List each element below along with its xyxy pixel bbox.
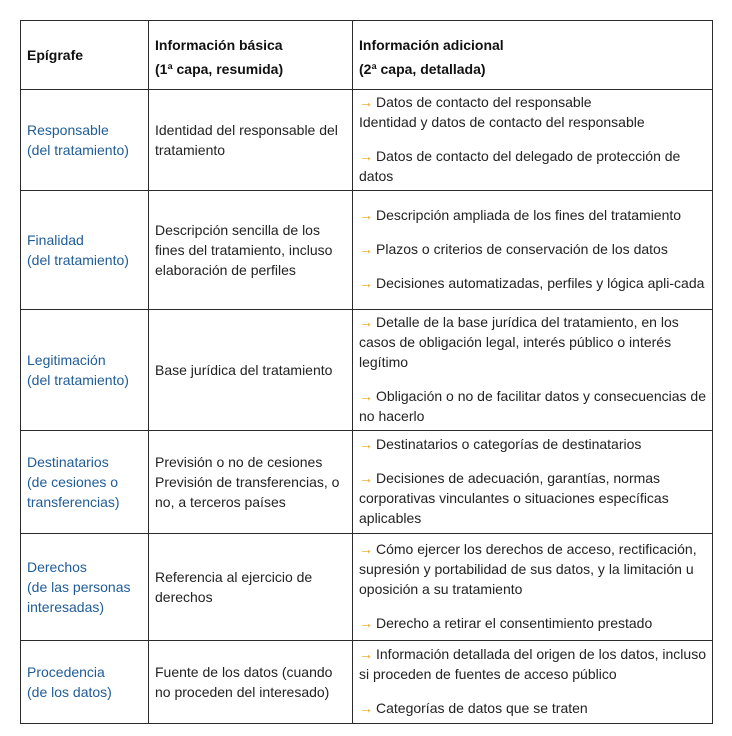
list-item <box>359 698 706 718</box>
list-item <box>359 386 706 426</box>
list-item <box>359 273 706 293</box>
table-row <box>21 431 713 534</box>
header-additional-info <box>353 21 713 90</box>
epigraph-title: Legitimación <box>27 352 106 368</box>
item-text: Derecho a retirar el consentimiento prestado <box>376 615 653 631</box>
epigraph-title: Finalidad <box>27 232 84 248</box>
arrow-icon: → <box>359 314 373 330</box>
arrow-icon: → <box>359 541 373 557</box>
additional-info-cell <box>353 641 713 724</box>
header-epigraph-label: Epígrafe <box>27 47 84 63</box>
item-text: Decisiones de adecuación, garantías, normas corporativas vinculantes o situaciones específicas aplicables <box>359 470 669 526</box>
header-epigraph <box>21 21 149 90</box>
arrow-icon: → <box>359 470 373 486</box>
arrow-icon: → <box>359 241 373 257</box>
arrow-icon: → <box>359 148 373 164</box>
list-item <box>359 644 706 684</box>
basic-info-cell <box>149 534 353 641</box>
item-text: Obligación o no de facilitar datos y consecuencias de no hacerlo <box>359 388 706 424</box>
arrow-icon: → <box>359 436 373 452</box>
list-item <box>359 539 706 599</box>
basic-info-text: Descripción sencilla de los fines del tratamiento, incluso elaboración de perfiles <box>155 222 333 278</box>
epigraph-subtitle: (del tratamiento) <box>27 372 129 388</box>
table-row <box>21 191 713 310</box>
additional-info-cell <box>353 431 713 534</box>
additional-info-cell <box>353 90 713 191</box>
arrow-icon: → <box>359 615 373 631</box>
epigraph-subtitle: (del tratamiento) <box>27 142 129 158</box>
item-text: Información detallada del origen de los datos, incluso si proceden de fuentes de acceso público <box>359 646 706 682</box>
basic-info-text: Base jurídica del tratamiento <box>155 362 333 378</box>
item-text: Categorías de datos que se traten <box>376 700 588 716</box>
table-row <box>21 90 713 191</box>
basic-info-cell <box>149 641 353 724</box>
list-item <box>359 468 706 528</box>
epigraph-cell <box>21 641 149 724</box>
information-layers-table <box>20 20 713 724</box>
arrow-icon: → <box>359 700 373 716</box>
header-basic-info <box>149 21 353 90</box>
additional-info-cell <box>353 534 713 641</box>
item-text: Descripción ampliada de los fines del tratamiento <box>376 207 682 223</box>
list-item <box>359 146 706 186</box>
arrow-icon: → <box>359 275 373 291</box>
additional-info-cell <box>353 191 713 310</box>
item-text-secondary: Identidad y datos de contacto del responsable <box>359 114 645 130</box>
item-text: Detalle de la base jurídica del tratamiento, en los casos de obligación legal, interés público o interés legítimo <box>359 314 679 370</box>
basic-info-cell <box>149 310 353 431</box>
list-item <box>359 239 706 259</box>
epigraph-title: Derechos <box>27 559 87 575</box>
basic-info-text: Referencia al ejercicio de derechos <box>155 569 313 605</box>
table-row <box>21 534 713 641</box>
arrow-icon: → <box>359 388 373 404</box>
arrow-icon: → <box>359 646 373 662</box>
epigraph-title: Procedencia <box>27 664 105 680</box>
basic-info-text: Identidad del responsable del tratamiento <box>155 122 338 158</box>
list-item <box>359 613 706 633</box>
item-text: Plazos o criterios de conservación de los datos <box>376 241 668 257</box>
list-item <box>359 312 706 372</box>
item-text: Cómo ejercer los derechos de acceso, rectificación, supresión y portabilidad de sus datos, y la limitación u oposición a su tratamiento <box>359 541 697 597</box>
header-basic-subtitle: (1ª capa, resumida) <box>155 61 284 77</box>
epigraph-cell <box>21 90 149 191</box>
epigraph-cell <box>21 191 149 310</box>
basic-info-cell <box>149 191 353 310</box>
basic-info-text-secondary: Previsión de transferencias, o no, a terceros países <box>155 474 340 510</box>
epigraph-title: Responsable <box>27 122 109 138</box>
table-row <box>21 641 713 724</box>
item-text: Datos de contacto del delegado de protección de datos <box>359 148 681 184</box>
header-additional-subtitle: (2ª capa, detallada) <box>359 61 486 77</box>
table-header-row <box>21 21 713 90</box>
header-basic-title: Información básica <box>155 37 283 53</box>
item-text: Decisiones automatizadas, perfiles y lógica apli-cada <box>376 275 705 291</box>
epigraph-cell <box>21 534 149 641</box>
list-item <box>359 92 706 132</box>
additional-info-cell <box>353 310 713 431</box>
epigraph-cell <box>21 431 149 534</box>
item-text: Destinatarios o categorías de destinatarios <box>376 436 642 452</box>
basic-info-cell <box>149 431 353 534</box>
arrow-icon: → <box>359 207 373 223</box>
epigraph-title: Destinatarios <box>27 454 109 470</box>
header-additional-title: Información adicional <box>359 37 504 53</box>
epigraph-subtitle: (de los datos) <box>27 684 112 700</box>
epigraph-subtitle: (de las personas interesadas) <box>27 579 131 615</box>
arrow-icon: → <box>359 94 373 110</box>
epigraph-subtitle: (de cesiones o transferencias) <box>27 474 120 510</box>
epigraph-cell <box>21 310 149 431</box>
list-item <box>359 434 706 454</box>
basic-info-text: Previsión o no de cesiones <box>155 454 323 470</box>
item-text: Datos de contacto del responsable <box>376 94 592 110</box>
basic-info-text: Fuente de los datos (cuando no proceden del interesado) <box>155 664 333 700</box>
list-item <box>359 205 706 225</box>
basic-info-cell <box>149 90 353 191</box>
table-row <box>21 310 713 431</box>
epigraph-subtitle: (del tratamiento) <box>27 252 129 268</box>
